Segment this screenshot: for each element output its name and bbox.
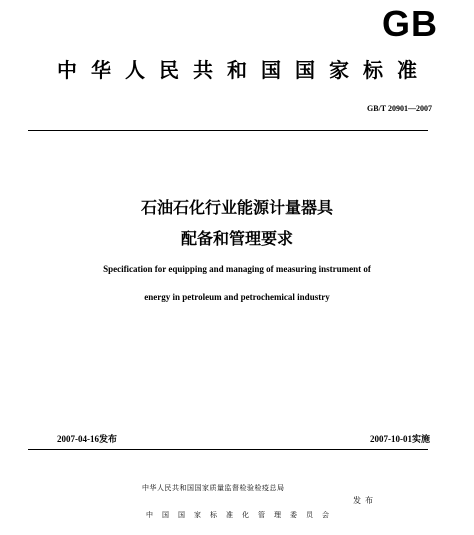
publish-label: 发布 [353,496,377,505]
title-english-line-2: energy in petroleum and petrochemical industry [144,292,330,302]
title-chinese-line-1: 石油石化行业能源计量器具 [140,198,333,217]
implementation-date: 2007-10-01实施 [370,434,430,444]
national-standard-heading: 中华人民共和国国家标准 [57,58,431,82]
top-divider [28,130,428,131]
standard-number: GB/T 20901—2007 [367,104,432,113]
gb-logo: GB [382,3,438,44]
bottom-divider [28,449,428,450]
issue-date: 2007-04-16发布 [57,434,117,444]
issuer-sac: 中国国家标准化管理委员会 [146,511,338,519]
title-chinese-line-2: 配备和管理要求 [180,229,293,248]
title-english-line-1: Specification for equipping and managing of measuring instrument of [103,264,371,274]
issuer-aqsiq: 中华人民共和国国家质量监督检验检疫总局 [142,484,285,492]
